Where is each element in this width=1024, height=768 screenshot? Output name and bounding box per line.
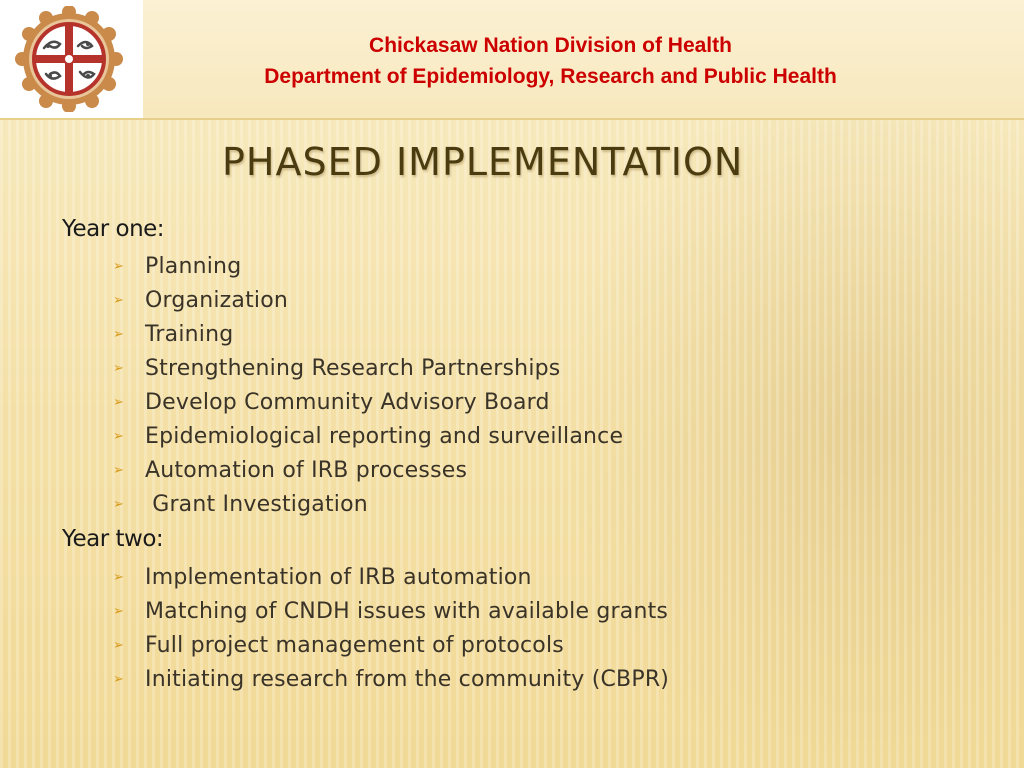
list-item-text: Planning xyxy=(145,254,242,279)
chickasaw-seal-icon xyxy=(8,6,130,112)
arrow-bullet-icon: ➢ xyxy=(113,570,124,585)
section-heading-year-two: Year two: xyxy=(62,526,164,552)
list-item-text: Organization xyxy=(145,288,289,313)
list-item-text: Full project management of protocols xyxy=(145,633,564,658)
arrow-bullet-icon: ➢ xyxy=(113,463,124,478)
list-item-text: Automation of IRB processes xyxy=(145,458,468,483)
arrow-bullet-icon: ➢ xyxy=(113,327,124,342)
arrow-bullet-icon: ➢ xyxy=(113,497,124,512)
list-item-text: Strengthening Research Partnerships xyxy=(145,356,561,381)
list-item-text: Implementation of IRB automation xyxy=(145,565,532,590)
arrow-bullet-icon: ➢ xyxy=(113,395,124,410)
header-organization: Chickasaw Nation Division of Health xyxy=(369,34,732,57)
arrow-bullet-icon: ➢ xyxy=(113,604,124,619)
header-band xyxy=(0,0,1024,120)
arrow-bullet-icon: ➢ xyxy=(113,638,124,653)
list-item-text: Epidemiological reporting and surveillance xyxy=(145,424,624,449)
logo xyxy=(0,0,143,118)
list-item-text: Develop Community Advisory Board xyxy=(145,390,550,415)
arrow-bullet-icon: ➢ xyxy=(113,672,124,687)
list-item-text: Training xyxy=(145,322,234,347)
list-item-text: Initiating research from the community (CBPR) xyxy=(145,667,670,692)
header-department: Department of Epidemiology, Research and Public Health xyxy=(264,65,837,88)
arrow-bullet-icon: ➢ xyxy=(113,361,124,376)
slide-title: PHASED IMPLEMENTATION xyxy=(222,140,744,184)
list-item-text: Matching of CNDH issues with available grants xyxy=(145,599,669,624)
arrow-bullet-icon: ➢ xyxy=(113,293,124,308)
header-text xyxy=(143,30,958,92)
section-heading-year-one: Year one: xyxy=(62,216,165,242)
arrow-bullet-icon: ➢ xyxy=(113,259,124,274)
list-item-text: Grant Investigation xyxy=(145,492,368,517)
arrow-bullet-icon: ➢ xyxy=(113,429,124,444)
